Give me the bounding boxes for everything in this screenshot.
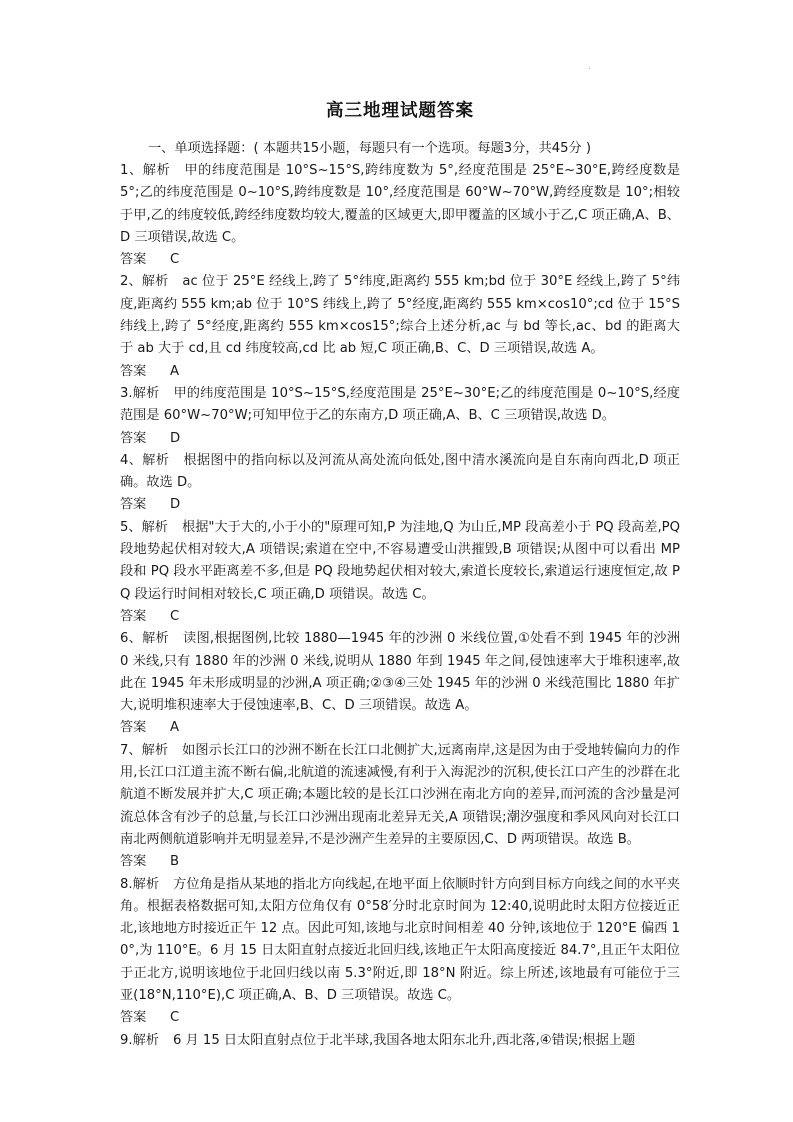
answer-label: 答案 [120, 854, 147, 870]
explanation-text: 根据图中的指向标以及河流从高处流向低处,图中清水溪流向是自东南向西北,D 项正确。故选 D。 [120, 452, 680, 491]
answer-value: C [170, 608, 180, 624]
answer-value: D [170, 497, 181, 513]
explanation-text: 甲的纬度范围是 10°S~15°S,跨纬度数为 5°,经度范围是 25°E~30°E,跨经度数是 5°;乙的纬度范围是 0~10°S,跨纬度数是 10°,经度范围是 60°W~70°W,跨经度数是 10°;相较于甲,乙的纬度较低,跨经纬度数均较大,覆盖的区域更大,即甲覆盖的区域小于乙,C 项正确,A、B、D 三项错误,故选 C。 [120, 163, 681, 245]
explanation-label: 6、解析 [120, 631, 170, 647]
answer-line [120, 851, 680, 873]
explanation-paragraph [120, 517, 680, 606]
explanation-label: 2、解析 [120, 274, 169, 290]
explanation-label: 7、解析 [120, 742, 169, 758]
answer-line [120, 1007, 680, 1029]
explanation-label: 8.解析 [120, 876, 160, 892]
explanation-paragraph [120, 450, 680, 495]
answer-document [120, 97, 680, 1052]
answer-line [120, 494, 680, 516]
page-title: 高三地理试题答案 [326, 101, 474, 121]
explanation-text: ac 位于 25°E 经线上,跨了 5°纬度,距离约 555 km;bd 位于 30°E 经线上,跨了 5°纬度,距离约 555 km;ab 位于 10°S 纬线上,跨了 5°经度,距离约 555 km×cos10°;cd 位于 15°S 纬线上,跨了 5°经度,距离约 555 km×cos15°;综合上述分析,ac 与 bd 等长,ac、bd 的距离大于 ab 大于 cd,且 cd 纬度较高,cd 比 ab 短,C 项正确,B、C、D 三项错误,故选 A。 [120, 274, 681, 357]
explanation-label: 4、解析 [120, 452, 170, 468]
explanation-label: 5、解析 [120, 519, 168, 535]
explanation-text: 甲的纬度范围是 10°S~15°S,经度范围是 25°E~30°E;乙的纬度范围是 0~10°S,经度范围是 60°W~70°W;可知甲位于乙的东南方,D 项正确,A、B、C 三项错误,故选 D。 [120, 385, 680, 424]
explanation-paragraph [120, 1030, 680, 1052]
explanation-paragraph [120, 271, 680, 360]
answer-line [120, 717, 680, 739]
answer-label: 答案 [120, 608, 147, 624]
explanation-label: 3.解析 [120, 385, 160, 401]
explanation-text: 方位角是指从某地的指北方向线起,在地平面上依顺时针方向到目标方向线之间的水平夹角。根据表格数据可知,太阳方位角仅有 0°58′分时北京时间为 12:40,说明此时太阳方位接近正北,该地地方时接近正午 12 点。因此可知,该地与北京时间相差 40 分钟,该地位于 120°E 偏西 10°,为 110°E。6 月 15 日太阳直射点接近北回归线,该地正午太阳高度接近 84.7°,且正午太阳位于正北方,说明该地位于北回归线以南 5.3°附近,即 18°N 附近。综上所述,该地最有可能位于三亚(18°N,110°E),C 项正确,A、B、D 三项错误。故选 C。 [120, 876, 680, 1003]
answer-value: A [170, 720, 180, 736]
answer-value: C [170, 1010, 180, 1026]
answer-label: 答案 [120, 252, 147, 268]
answer-value: D [170, 430, 181, 446]
answer-line [120, 606, 680, 628]
answer-line [120, 361, 680, 383]
answer-line [120, 249, 680, 271]
explanation-text: 读图,根据图例,比较 1880—1945 年的沙洲 0 米线位置,①处看不到 1945 年的沙洲 0 米线,只有 1880 年的沙洲 0 米线,说明从 1880 年到 1945 年之间,侵蚀速率大于堆积速率,故此在 1945 年未形成明显的沙洲,A 项正确;②③④三处 1945 年的沙洲 0 米线范围比 1880 年扩大,说明堆积速率大于侵蚀速率,B、C、D 三项错误。故选 A。 [120, 631, 681, 714]
corner-mark: . [588, 62, 591, 71]
explanation-label: 1、解析 [120, 163, 171, 178]
answer-label: 答案 [120, 497, 147, 513]
answer-value: A [170, 363, 180, 379]
explanation-paragraph [120, 383, 680, 428]
answer-label: 答案 [120, 363, 147, 379]
explanation-text: 根据"大于大的,小于小的"原理可知,P 为洼地,Q 为山丘,MP 段高差小于 PQ 段高差,PQ 段地势起伏相对较大,A 项错误;索道在空中,不容易遭受山洪摧毁,B 项错误;从图中可以看出 MP 段和 PQ 段水平距离差不多,但是 PQ 段地势起伏相对较大,索道长度较长,索道运行速度恒定,故 PQ 段运行时间相对较长,C 项正确,D 项错误。故选 C。 [120, 519, 680, 602]
answer-line [120, 428, 680, 450]
explanation-paragraph [120, 874, 680, 1008]
explanation-text: 6 月 15 日太阳直射点位于北半球,我国各地太阳东北升,西北落,④错误;根据上题 [172, 1032, 636, 1048]
explanation-paragraph [120, 628, 680, 717]
answer-list [120, 160, 680, 1052]
answer-label: 答案 [120, 1010, 147, 1026]
explanation-label: 9.解析 [120, 1032, 159, 1048]
answer-label: 答案 [120, 430, 147, 446]
answer-label: 答案 [120, 720, 147, 736]
explanation-text: 如图示长江口的沙洲不断在长江口北侧扩大,远离南岸,这是因为由于受地转偏向力的作用,长江口江道主流不断右偏,北航道的流速减慢,有利于入海泥沙的沉积,使长江口产生的沙群在北航道不断发展并扩大,C 项正确;本题比较的是长江口沙洲在南北方向的差异,而河流的含沙量是河流总体含有沙子的总量,与长江口沙洲出现南北差异无关,A 项错误;潮汐强度和季风风向对长江口南北两侧航道影响并无明显差异,不是沙洲产生差异的主要原因,C、D 两项错误。故选 B。 [120, 742, 680, 847]
answer-value: B [170, 854, 180, 870]
explanation-paragraph [120, 160, 680, 249]
explanation-paragraph [120, 740, 680, 851]
section-heading: 一、单项选择题：( 本题共15小题，每题只有一个选项。每题3分，共45分 ) [148, 141, 592, 156]
answer-value: C [170, 252, 180, 268]
